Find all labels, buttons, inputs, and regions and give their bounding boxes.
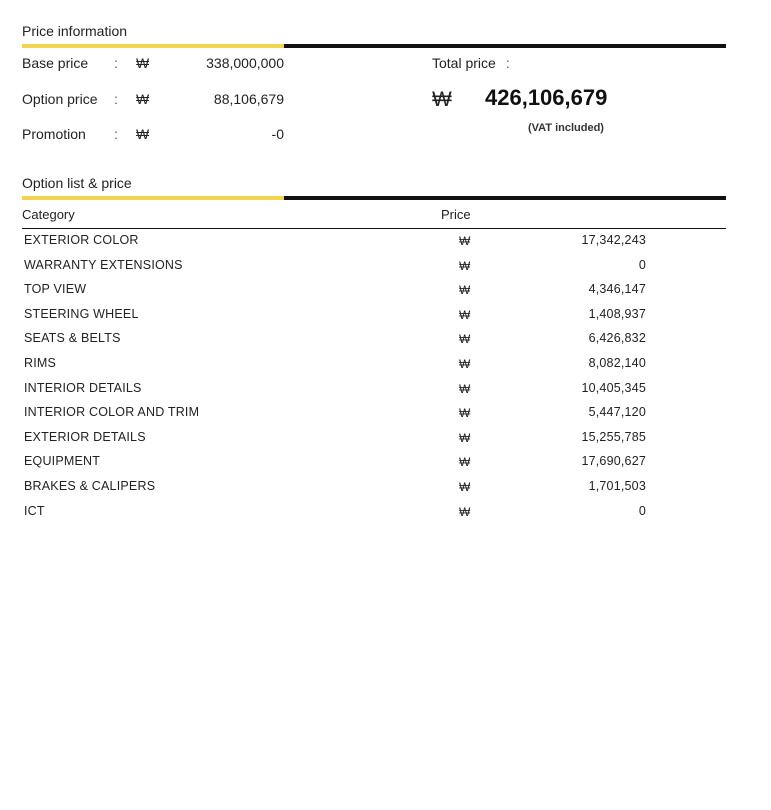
table-row	[22, 255, 726, 280]
total-won-symbol: ₩	[432, 88, 452, 111]
price-header: Price	[441, 207, 471, 222]
row-price: 0	[638, 503, 646, 518]
row-category: INTERIOR DETAILS	[24, 380, 142, 395]
vat-note: (VAT included)	[528, 122, 604, 134]
total-price-label-text: Total price	[432, 55, 496, 71]
divider-accent	[22, 196, 284, 200]
won-symbol: ₩	[459, 504, 471, 519]
colon: :	[114, 55, 118, 71]
row-category: TOP VIEW	[24, 282, 87, 297]
colon: :	[505, 55, 510, 71]
price-information-title: Price information	[22, 23, 128, 39]
divider-accent	[22, 44, 284, 48]
option-price-value: 88,106,679	[213, 91, 284, 107]
table-row	[22, 328, 726, 353]
promotion-label: Promotion	[22, 126, 86, 142]
row-category: RIMS	[24, 355, 57, 370]
base-price-value: 338,000,000	[206, 55, 284, 71]
won-symbol: ₩	[459, 381, 471, 396]
row-category: EXTERIOR COLOR	[24, 233, 139, 247]
colon: :	[114, 91, 118, 107]
option-list-title: Option list & price	[22, 175, 132, 191]
won-symbol: ₩	[136, 91, 150, 107]
promotion-row	[22, 126, 284, 146]
row-category: ICT	[24, 503, 45, 518]
table-row	[22, 279, 726, 304]
row-category: INTERIOR COLOR AND TRIM	[24, 405, 200, 420]
table-row	[22, 230, 726, 255]
option-list-divider	[22, 196, 726, 200]
option-table-header	[22, 206, 726, 229]
row-price: 6,426,832	[588, 331, 646, 346]
row-category: BRAKES & CALIPERS	[24, 478, 156, 493]
promotion-value: -0	[271, 126, 284, 142]
row-price: 17,342,243	[581, 233, 646, 247]
base-price-label: Base price	[22, 55, 89, 71]
row-category: SEATS & BELTS	[24, 331, 121, 346]
row-category: EQUIPMENT	[24, 454, 101, 469]
base-price-row	[22, 55, 284, 75]
won-symbol: ₩	[459, 234, 471, 248]
won-symbol: ₩	[136, 126, 150, 142]
table-row	[22, 353, 726, 378]
row-price: 17,690,627	[581, 454, 646, 469]
row-price: 15,255,785	[581, 429, 646, 444]
row-category: WARRANTY EXTENSIONS	[24, 257, 183, 272]
table-row	[22, 451, 726, 476]
row-price: 5,447,120	[588, 405, 646, 420]
row-price: 1,701,503	[588, 478, 646, 493]
won-symbol: ₩	[459, 307, 471, 322]
total-price-label	[432, 55, 510, 71]
option-table-body	[22, 230, 726, 525]
won-symbol: ₩	[459, 430, 471, 445]
option-price-row	[22, 91, 284, 111]
row-price: 1,408,937	[588, 306, 646, 321]
option-price-label: Option price	[22, 91, 98, 107]
table-row	[22, 427, 726, 452]
colon: :	[114, 126, 118, 142]
table-row	[22, 476, 726, 501]
won-symbol: ₩	[459, 406, 471, 421]
won-symbol: ₩	[459, 479, 471, 494]
row-price: 10,405,345	[581, 380, 646, 395]
row-price: 4,346,147	[588, 282, 646, 297]
row-price: 0	[638, 257, 646, 272]
row-price: 8,082,140	[588, 355, 646, 370]
won-symbol: ₩	[459, 283, 471, 298]
won-symbol: ₩	[459, 356, 471, 371]
total-price-value: 426,106,679	[485, 85, 608, 110]
won-symbol: ₩	[459, 455, 471, 470]
won-symbol: ₩	[459, 258, 471, 273]
won-symbol: ₩	[459, 332, 471, 347]
category-header: Category	[22, 207, 75, 222]
row-category: STEERING WHEEL	[24, 306, 139, 321]
table-row	[22, 378, 726, 403]
table-row	[22, 501, 726, 526]
table-row	[22, 304, 726, 329]
row-category: EXTERIOR DETAILS	[24, 429, 146, 444]
table-row	[22, 402, 726, 427]
price-information-divider	[22, 44, 726, 48]
won-symbol: ₩	[136, 55, 150, 71]
